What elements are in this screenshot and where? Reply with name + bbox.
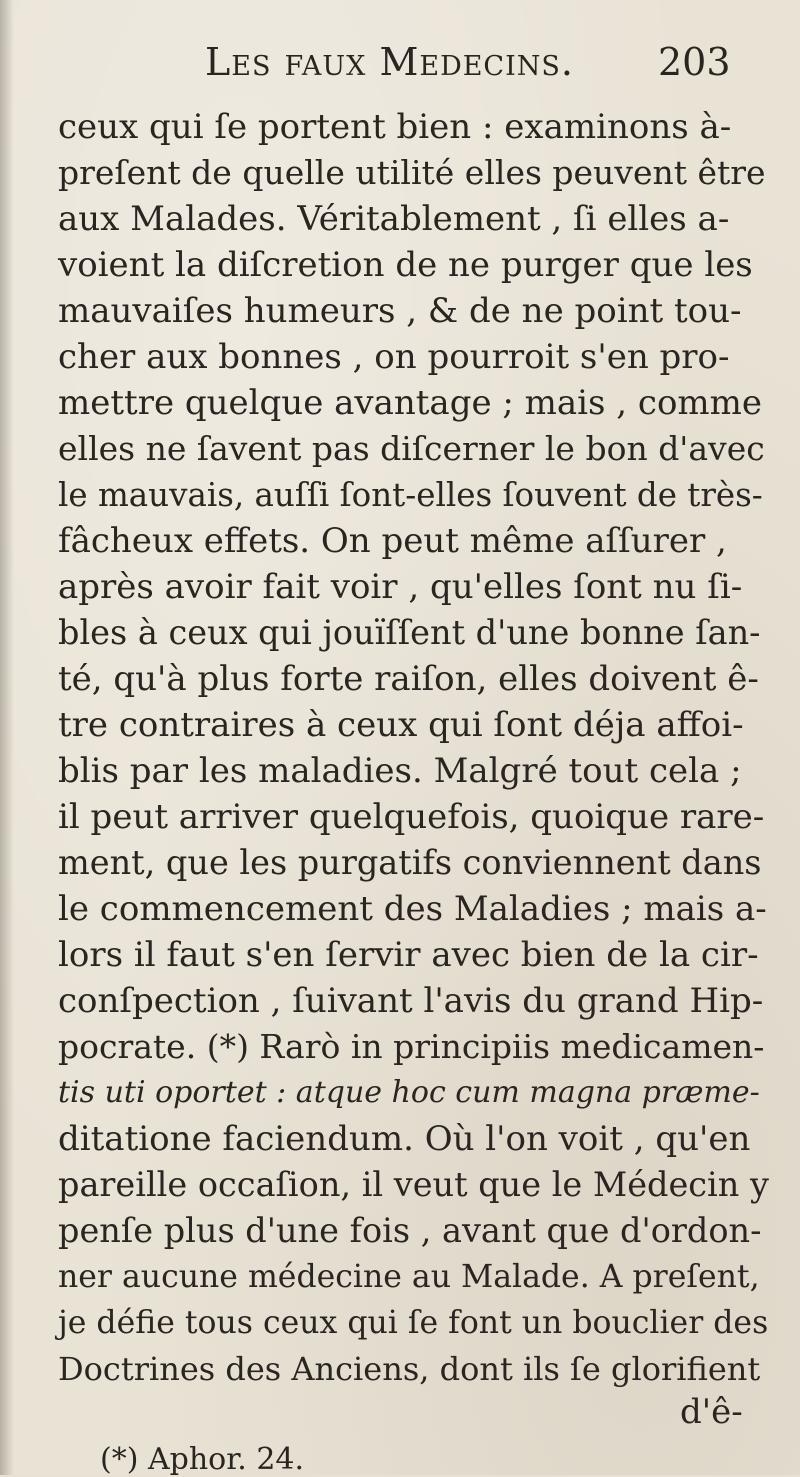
catchword: d'ê- — [680, 1392, 743, 1432]
text-line-italic: tis uti oportet : atque hoc cum magna præme- — [58, 1075, 760, 1110]
text-line: voient la diſcretion de ne purger que les — [58, 245, 753, 285]
text-line: ceux qui ſe portent bien : examinons à- — [58, 107, 732, 147]
text-line: mettre quelque avantage ; mais , comme — [58, 383, 763, 423]
footnote: (*) Aphor. 24. — [100, 1442, 305, 1477]
text-line: le mauvais, auſſi ſont-elles ſouvent de très- — [58, 476, 763, 514]
text-line: pareille occaſion, il veut que le Médecin y — [58, 1165, 769, 1204]
text-line: conſpection , ſuivant l'avis du grand Hip- — [58, 981, 764, 1021]
text-line: après avoir fait voir , qu'elles ſont nu ſi- — [58, 567, 743, 607]
text-line: fâcheux effets. On peut même aſſurer , — [58, 521, 727, 561]
text-line: ditatione faciendum. Où l'on voit , qu'en — [58, 1119, 751, 1159]
page-number: 203 — [658, 40, 731, 84]
text-line: bles à ceux qui jouïſſent d'une bonne ſan- — [58, 613, 761, 652]
running-title: Les faux Medecins. — [205, 40, 574, 84]
text-line: le commencement des Maladies ; mais a- — [58, 889, 767, 929]
text-line: tre contraires à ceux qui ſont déja affoi- — [58, 705, 744, 745]
text-line: aux Malades. Véritablement , ſi elles a- — [58, 199, 730, 239]
text-line: blis par les maladies. Malgré tout cela ; — [58, 751, 742, 791]
text-line: Doctrines des Anciens, dont ils ſe glorifient — [58, 1350, 761, 1388]
text-line: elles ne ſavent pas diſcerner le bon d'avec — [58, 429, 765, 468]
page-header — [0, 40, 800, 100]
text-line: ner aucune médecine au Malade. A preſent, — [58, 1259, 760, 1295]
text-line: cher aux bonnes , on pourroit s'en pro- — [58, 337, 730, 377]
text-line: ment, que les purgatifs conviennent dans — [58, 843, 762, 882]
text-line: lors il faut s'en ſervir avec bien de la cir- — [58, 935, 759, 975]
page-gutter-shadow — [0, 0, 14, 1475]
text-line: preſent de quelle utilité elles peuvent être — [58, 153, 766, 192]
text-line: pocrate. (*) Rarò in principiis medicamen- — [58, 1027, 765, 1066]
text-line: penſe plus d'une fois , avant que d'ordon- — [58, 1211, 762, 1250]
text-line: té, qu'à plus forte raiſon, elles doivent ê- — [58, 659, 759, 699]
text-line: je défie tous ceux qui ſe font un bouclier des — [58, 1305, 769, 1341]
text-line: mauvaiſes humeurs , & de ne point tou- — [58, 291, 742, 331]
text-line: il peut arriver quelquefois, quoique rare- — [58, 797, 765, 837]
